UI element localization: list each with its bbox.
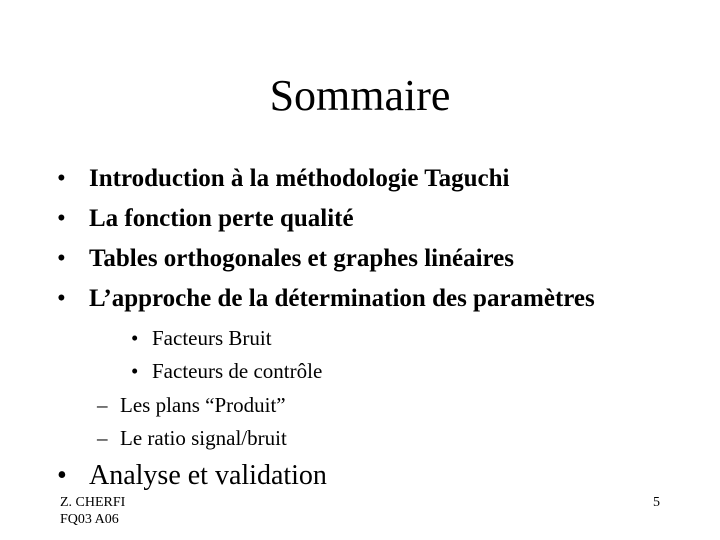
footer-info xyxy=(60,494,125,528)
page-number: 5 xyxy=(653,495,660,510)
bullet-icon: • xyxy=(57,245,66,272)
list-item-text: Les plans “Produit” xyxy=(120,393,286,417)
list-item xyxy=(131,324,322,357)
list-item xyxy=(57,284,595,324)
list-item xyxy=(97,424,287,457)
bullet-icon: • xyxy=(57,460,67,491)
main-bullet-list xyxy=(57,164,595,324)
list-item-text: Tables orthogonales et graphes linéaires xyxy=(89,245,515,272)
list-item-text: Analyse et validation xyxy=(89,460,327,491)
list-item-text: L’approche de la détermination des paramètres xyxy=(89,285,595,312)
footer-author: Z. CHERFI xyxy=(60,495,126,510)
list-item xyxy=(57,458,327,494)
list-item-text: Le ratio signal/bruit xyxy=(120,426,287,450)
bullet-icon: • xyxy=(57,205,66,232)
list-item xyxy=(97,391,287,424)
list-item-text: La fonction perte qualité xyxy=(89,205,354,232)
bullet-icon: • xyxy=(131,359,139,383)
bullet-icon: • xyxy=(57,285,66,312)
bullet-icon: • xyxy=(131,326,139,350)
list-item-text: Facteurs de contrôle xyxy=(152,359,323,383)
list-item xyxy=(131,357,322,390)
dash-icon: – xyxy=(97,426,108,450)
list-item-text: Introduction à la méthodologie Taguchi xyxy=(89,165,510,192)
bullet-icon: • xyxy=(57,165,66,192)
final-bullet-list xyxy=(57,458,327,494)
list-item-text: Facteurs Bruit xyxy=(152,326,272,350)
list-item xyxy=(57,204,595,244)
list-item xyxy=(57,164,595,204)
footer-course: FQ03 A06 xyxy=(60,512,119,527)
list-item xyxy=(57,244,595,284)
sub-bullet-list-level1 xyxy=(97,391,287,457)
slide-title: Sommaire xyxy=(269,71,451,120)
sub-bullet-list-level2 xyxy=(131,324,322,390)
dash-icon: – xyxy=(97,393,108,417)
